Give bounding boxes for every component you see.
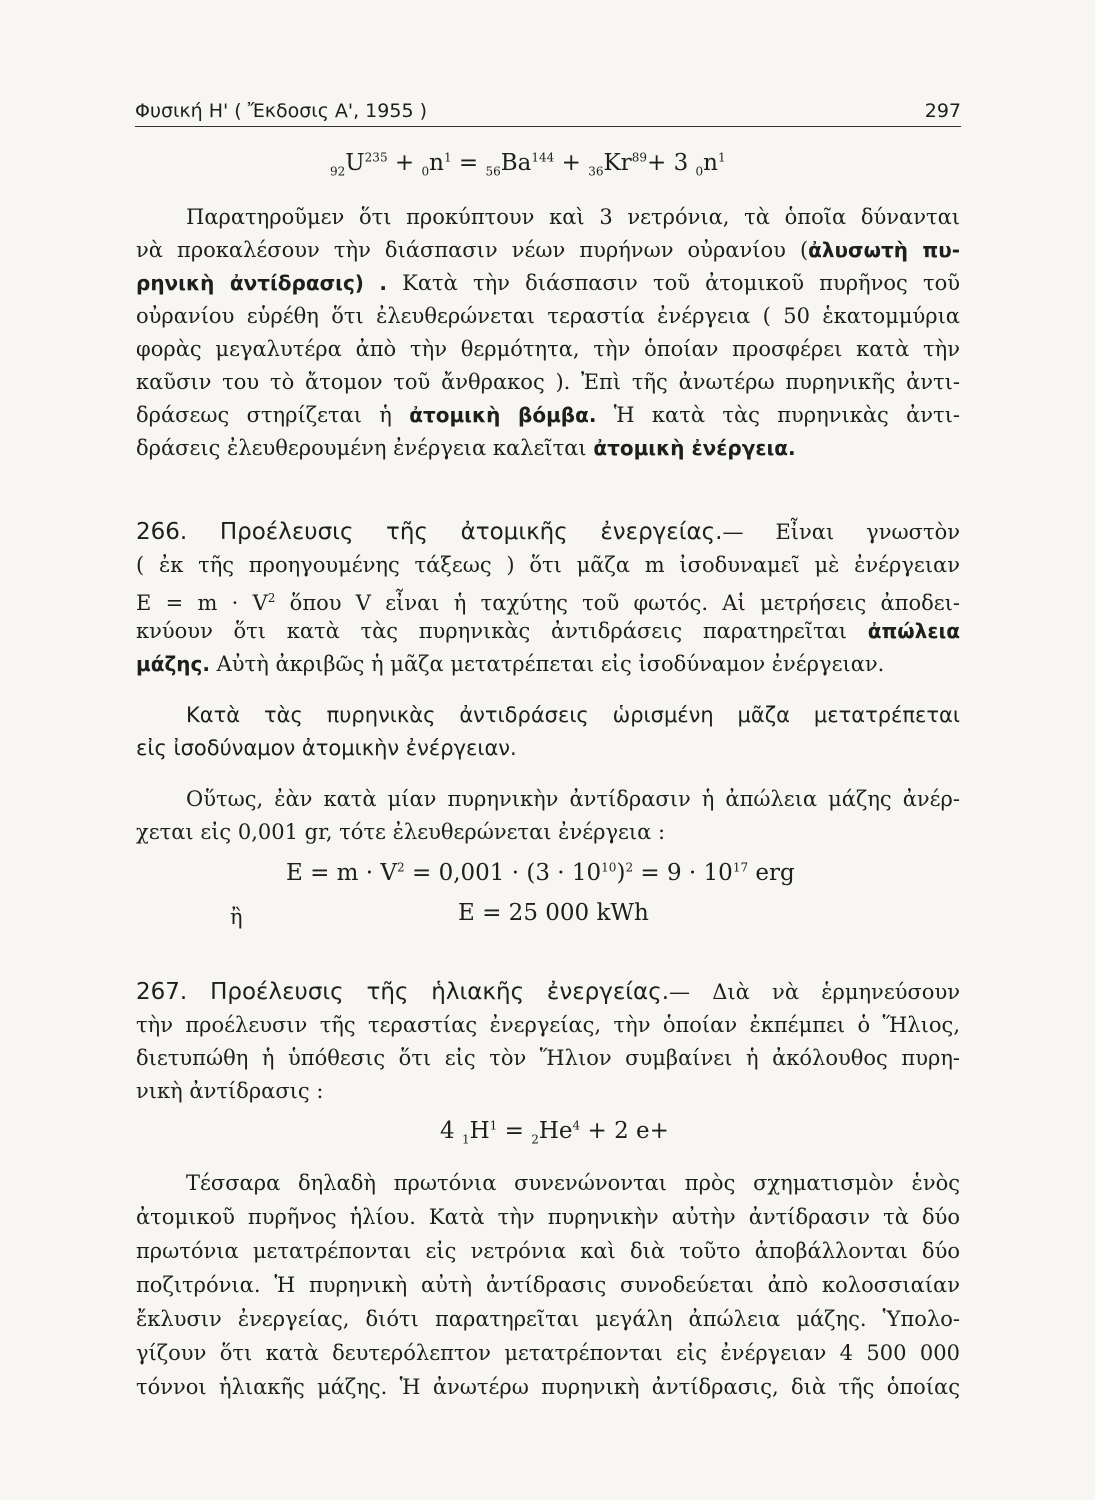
fusion-equation: 4 $_1H^1 = _2He^4 + 2$ e+ [440, 1118, 669, 1147]
energy-equation-kwh: E = 25 000 kWh [458, 900, 649, 926]
rule-statement: Κατὰ τὰς πυρηνικὰς ἀντιδράσεις ὡρισμένη μᾶζα μετατρέπεται [186, 703, 960, 727]
term-atomic-bomb: ἀτομικὴ βόμβα. [409, 403, 597, 427]
section-267-title: 267. Προέλευσις τῆς ἡλιακῆς ἐνεργείας. [136, 979, 670, 1005]
book-page: Φυσική Η' ( Ἔκδοσις Α', 1955 ) 297 $_{92}U^{235} + _0n^1 = _{56}Ba^{144} + _{36}Kr^{89}+ 3$ $_0n^1$ Παρατηροῦμεν ὅτι προκύπτουν καὶ 3 νετρόνια, τὰ ὁποῖα δύνανται νὰ προκαλέσουν τὴν διάσπασιν νέων πυρήνων οὐρανίου (ἀλυσωτὴ πυ- ρηνικὴ ἀντίδρασις) . Κατὰ τὴν διάσπασιν τοῦ ἀτομικοῦ πυρῆνος τοῦ οὐρανίου εὑρέθη ὅτι ἐλευθερώνεται τεραστία ἐνέργεια ( 50 ἑκατομμύρια φορὰς μεγαλυτέρα ἀπὸ τὴν θερμότητα, τὴν ὁποίαν προσφέρει κατὰ τὴν καῦσιν του τὸ ἄτομον τοῦ ἄνθρακος ). Ἐπὶ τῆς ἀνωτέρω πυρηνικῆς ἀντι- δράσεως στηρίζεται ἡ ἀτομικὴ βόμβα. Ἡ κατὰ τὰς πυρηνικὰς ἀντι- δράσεις ἐλευθερουμένη ἐνέργεια καλεῖται ἀτομικὴ ἐνέργεια. 266. Προέλευσις τῆς ἀτομικῆς ἐνεργείας.— Εἶναι γνωστὸν ( ἐκ τῆς προηγουμένης τάξεως ) ὅτι μᾶζα m ἰσοδυναμεῖ μὲ ἐνέργειαν $E = m \cdot V^2$ ὅπου V εἶναι ἡ ταχύτης τοῦ φωτός. Αἱ μετρήσεις ἀποδει- κνύουν ὅτι κατὰ τὰς πυρηνικὰς ἀντιδράσεις παρατηρεῖται ἀπώλεια μάζης. Αὐτὴ ἀκριβῶς ἡ μᾶζα μετατρέπεται εἰς ἰσοδύναμον ἐνέργειαν. Κατὰ τὰς πυρηνικὰς ἀντιδράσεις ὡρισμένη μᾶζα μετατρέπεται εἰς ἰσοδύναμον ἀτομικὴν ἐνέργειαν. Οὕτως, ἐὰν κατὰ μίαν πυρηνικὴν ἀντίδρασιν ἡ ἀπώλεια μάζης ἀνέρ- χεται εἰς 0,001 gr, τότε ἐλευθερώνεται ἐνέργεια : $E = m \cdot V^2 = 0,001 \cdot (3 \cdot 10^{10})^2 = 9 \cdot 10^{17}$ erg ἢ E = 25 000 kWh 267. Προέλευσις τῆς ἡλιακῆς ἐνεργείας.— Διὰ νὰ ἑρμηνεύσουν τὴν προέλευσιν τῆς τεραστίας ἐνεργείας, τὴν ὁποίαν ἐκπέμπει ὁ Ἥλιος, διετυπώθη ἡ ὑπόθεσις ὅτι εἰς τὸν Ἥλιον συμβαίνει ἡ ἀκόλουθος πυρη- νικὴ ἀντίδρασις : 4 $_1H^1 = _2He^4 + 2$ e+ Τέσσαρα δηλαδὴ πρωτόνια συνενώνονται πρὸς σχηματισμὸν ἑνὸς ἀτομικοῦ πυρῆνος ἡλίου. Κατὰ τὴν πυρηνικὴν αὐτὴν ἀντίδρασιν τὰ δύο πρωτόνια μετατρέπονται εἰς νετρόνια καὶ διὰ τοῦτο ἀποβάλλονται δύο ποζιτρόνια. Ἡ πυρηνικὴ αὐτὴ ἀντίδρασις συνοδεύεται ἀπὸ κολοσσιαίαν ἔκλυσιν ἐνεργείας, διότι παρατηρεῖται μεγάλη ἀπώλεια μάζης. Ὑπολο- γίζουν ὅτι κατὰ δευτερόλεπτον μετατρέπονται εἰς ἐνέργειαν 4 500 000 τόννοι ἡλιακῆς μάζης. Ἡ ἀνωτέρω πυρηνικὴ ἀντίδρασις, διὰ τῆς ὁποίας [0, 0, 1095, 1500]
fission-equation: $_{92}U^{235} + _0n^1 = _{56}Ba^{144} + _{36}Kr^{89}+ 3$ $_0n^1$ [330, 150, 726, 179]
term-chain-reaction: ἀλυσωτὴ πυ- [808, 238, 961, 262]
section-266-title: 266. Προέλευσις τῆς ἀτομικῆς ἐνεργείας. [136, 519, 723, 545]
term-atomic-energy: ἀτομικὴ ἐνέργεια. [593, 436, 796, 460]
or-word: ἢ [230, 905, 243, 929]
running-header [135, 92, 961, 127]
energy-equation-erg: $E = m \cdot V^2 = 0,001 \cdot (3 \cdot 10^{10})^2 = 9 \cdot 10^{17}$ erg [286, 860, 795, 886]
term-mass-loss: ἀπώλεια [867, 619, 960, 643]
running-title: Φυσική Η' ( Ἔκδοσις Α', 1955 ) [135, 100, 427, 122]
page-number: 297 [924, 100, 961, 122]
